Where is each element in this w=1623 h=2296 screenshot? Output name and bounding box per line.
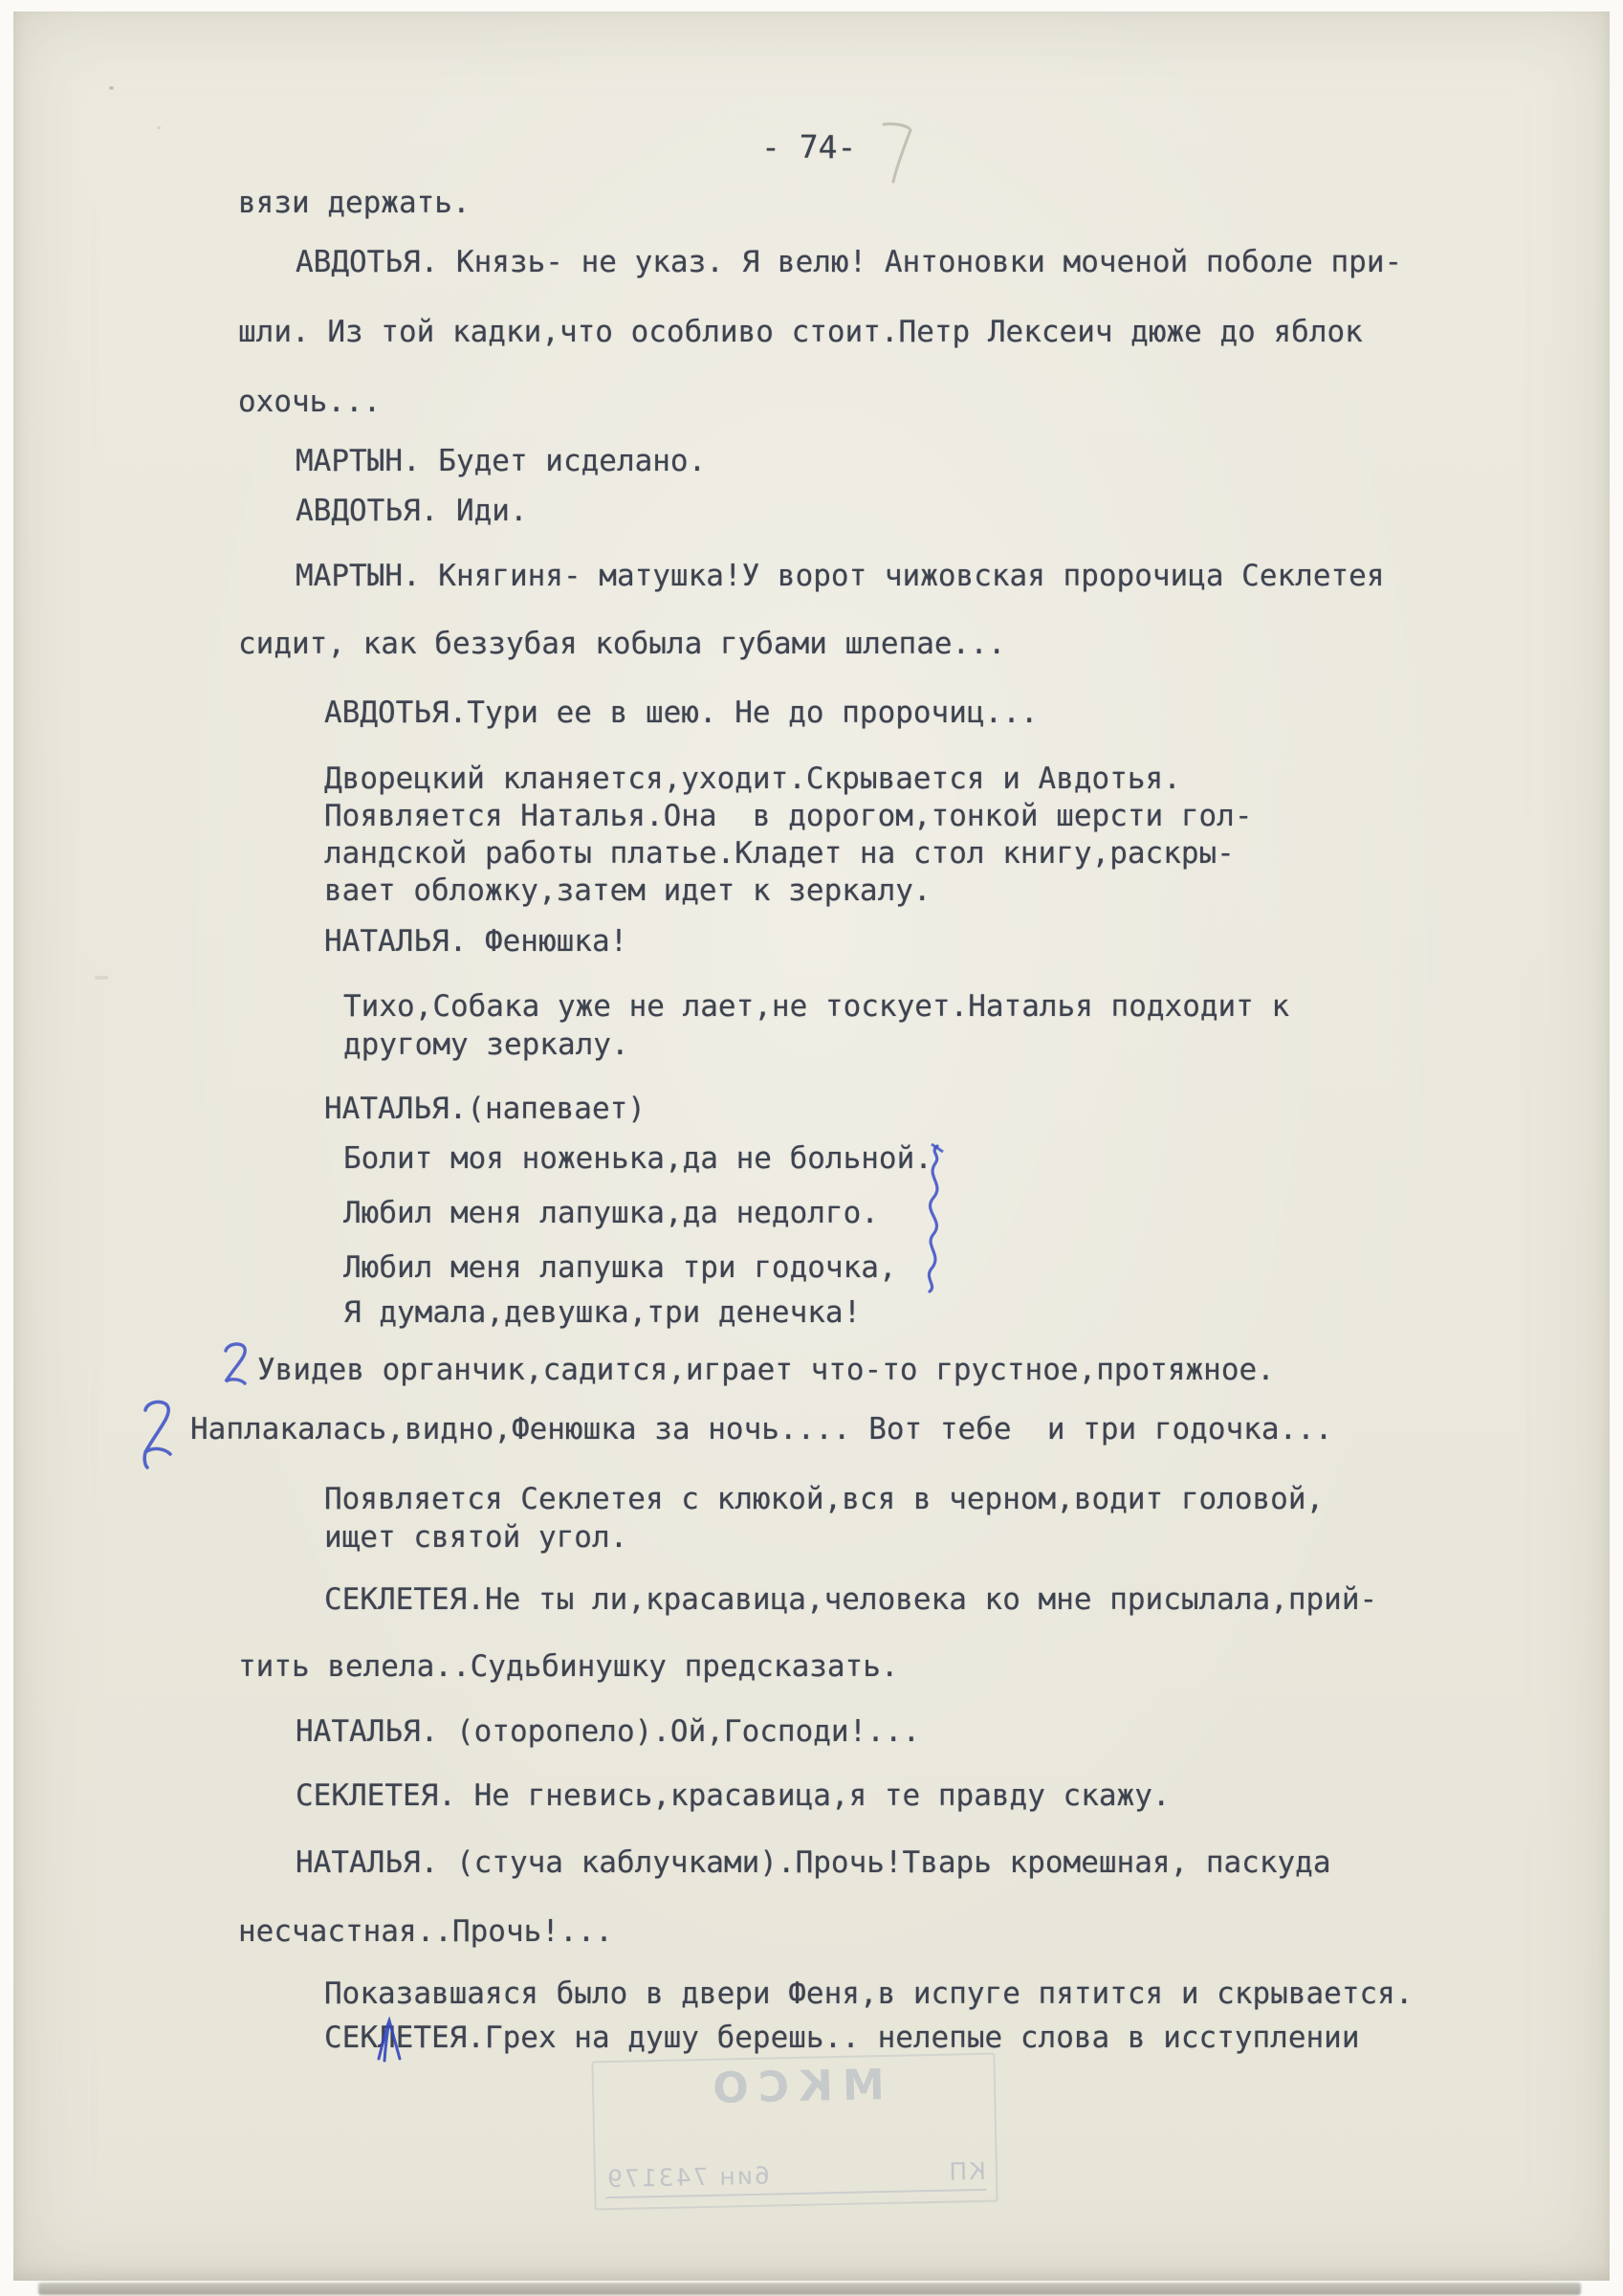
stage-direction-line: Появляется Секлетея с клюкой,вся в черном,водит головой, xyxy=(324,1482,1325,1516)
stage-direction-line: другому зеркалу. xyxy=(343,1027,629,1062)
dialogue-line: СЕКЛЕТЕЯ. Не гневись,красавица,я те правду скажу. xyxy=(296,1778,1171,1813)
script-line: тить велела..Судьбинушку предсказать. xyxy=(238,1649,899,1684)
dialogue-line: НАТАЛЬЯ. (стуча каблучками).Прочь!Тварь кромешная, паскуда xyxy=(296,1845,1331,1880)
scan-bottom-edge xyxy=(38,2283,1581,2295)
script-line: Наплакалась,видно,Фенюшка за ночь.... Вот тебе и три годочка... xyxy=(190,1412,1333,1446)
script-line: охочь... xyxy=(238,385,382,419)
handwritten-2-mark-upper xyxy=(216,1339,256,1395)
page-number: - 74- xyxy=(761,128,857,166)
script-line: сидит, как беззубая кобыла губами шлепае... xyxy=(238,627,1006,661)
stamp-big-text: МКСО xyxy=(702,2061,886,2113)
stage-direction-line: вает обложку,затем идет к зеркалу. xyxy=(324,873,932,908)
song-line: Болит моя ноженька,да не больной. xyxy=(343,1141,932,1176)
song-line: Любил меня лапушка три годочка, xyxy=(343,1250,897,1285)
dialogue-line: НАТАЛЬЯ. (оторопело).Ой,Господи!... xyxy=(296,1714,921,1749)
stage-direction-line: ландской работы платье.Кладет на стол книгу,раскры- xyxy=(324,836,1235,871)
stage-direction-line: Дворецкий кланяется,уходит.Скрывается и Авдотья. xyxy=(324,762,1181,796)
dialogue-line: НАТАЛЬЯ. Фенюшка! xyxy=(324,924,628,959)
stage-direction-line: Увидев органчик,садится,играет что-то грустное,протяжное. xyxy=(257,1353,1275,1387)
handwritten-2-mark-lower xyxy=(136,1397,184,1469)
dialogue-line: НАТАЛЬЯ.(напевает) xyxy=(324,1092,646,1126)
paper-speck xyxy=(157,126,161,129)
song-line: Любил меня лапушка,да недолго. xyxy=(343,1196,879,1230)
stage-direction-line: Тихо,Собака уже не лает,не тоскует.Наталья подходит к xyxy=(343,989,1290,1024)
dialogue-line: АВДОТЬЯ. Князь- не указ. Я велю! Антоновки моченой поболе при- xyxy=(296,245,1403,279)
dialogue-line: СЕКЛЕТЕЯ.Не ты ли,красавица,человека ко мне присылала,прий- xyxy=(324,1582,1378,1617)
stamp-number-text: 6ин 743179 xyxy=(604,2161,771,2194)
script-line: несчастная..Прочь!... xyxy=(238,1914,613,1949)
dialogue-line: МАРТЫН. Будет исделано. xyxy=(296,444,707,478)
dialogue-line: МАРТЫН. Княгиня- матушка!У ворот чижовская пророчица Секлетея xyxy=(296,559,1385,593)
ink-letter-correction xyxy=(375,2017,404,2063)
archive-stamp xyxy=(591,2053,998,2211)
dialogue-line: АВДОТЬЯ.Тури ее в шею. Не до пророчиц... xyxy=(324,695,1039,730)
stage-direction-line: Показавшаяся было в двери Феня,в испуге пятится и скрывается. xyxy=(324,1976,1414,2011)
paper-sheet xyxy=(13,11,1610,2281)
stage-direction-line: ищет святой угол. xyxy=(324,1520,628,1555)
ink-squiggle-mark xyxy=(912,1142,954,1295)
stage-direction-line: Появляется Наталья.Она в дорогом,тонкой шерсти гол- xyxy=(324,799,1253,833)
paper-speck xyxy=(95,976,108,980)
paper-speck xyxy=(109,86,114,90)
script-line: вязи держать. xyxy=(238,186,471,220)
script-line: шли. Из той кадки,что особливо стоит.Петр Лексеич дюже до яблок xyxy=(238,315,1363,349)
dialogue-line: СЕКЛЕТЕЯ.Грех на душу берешь.. нелепые слова в исступлении xyxy=(324,2020,1360,2055)
pencil-mark xyxy=(876,119,920,186)
stamp-left-text: КП xyxy=(947,2156,987,2186)
song-line: Я думала,девушка,три денечка! xyxy=(343,1295,862,1330)
dialogue-line: АВДОТЬЯ. Иди. xyxy=(296,494,528,528)
